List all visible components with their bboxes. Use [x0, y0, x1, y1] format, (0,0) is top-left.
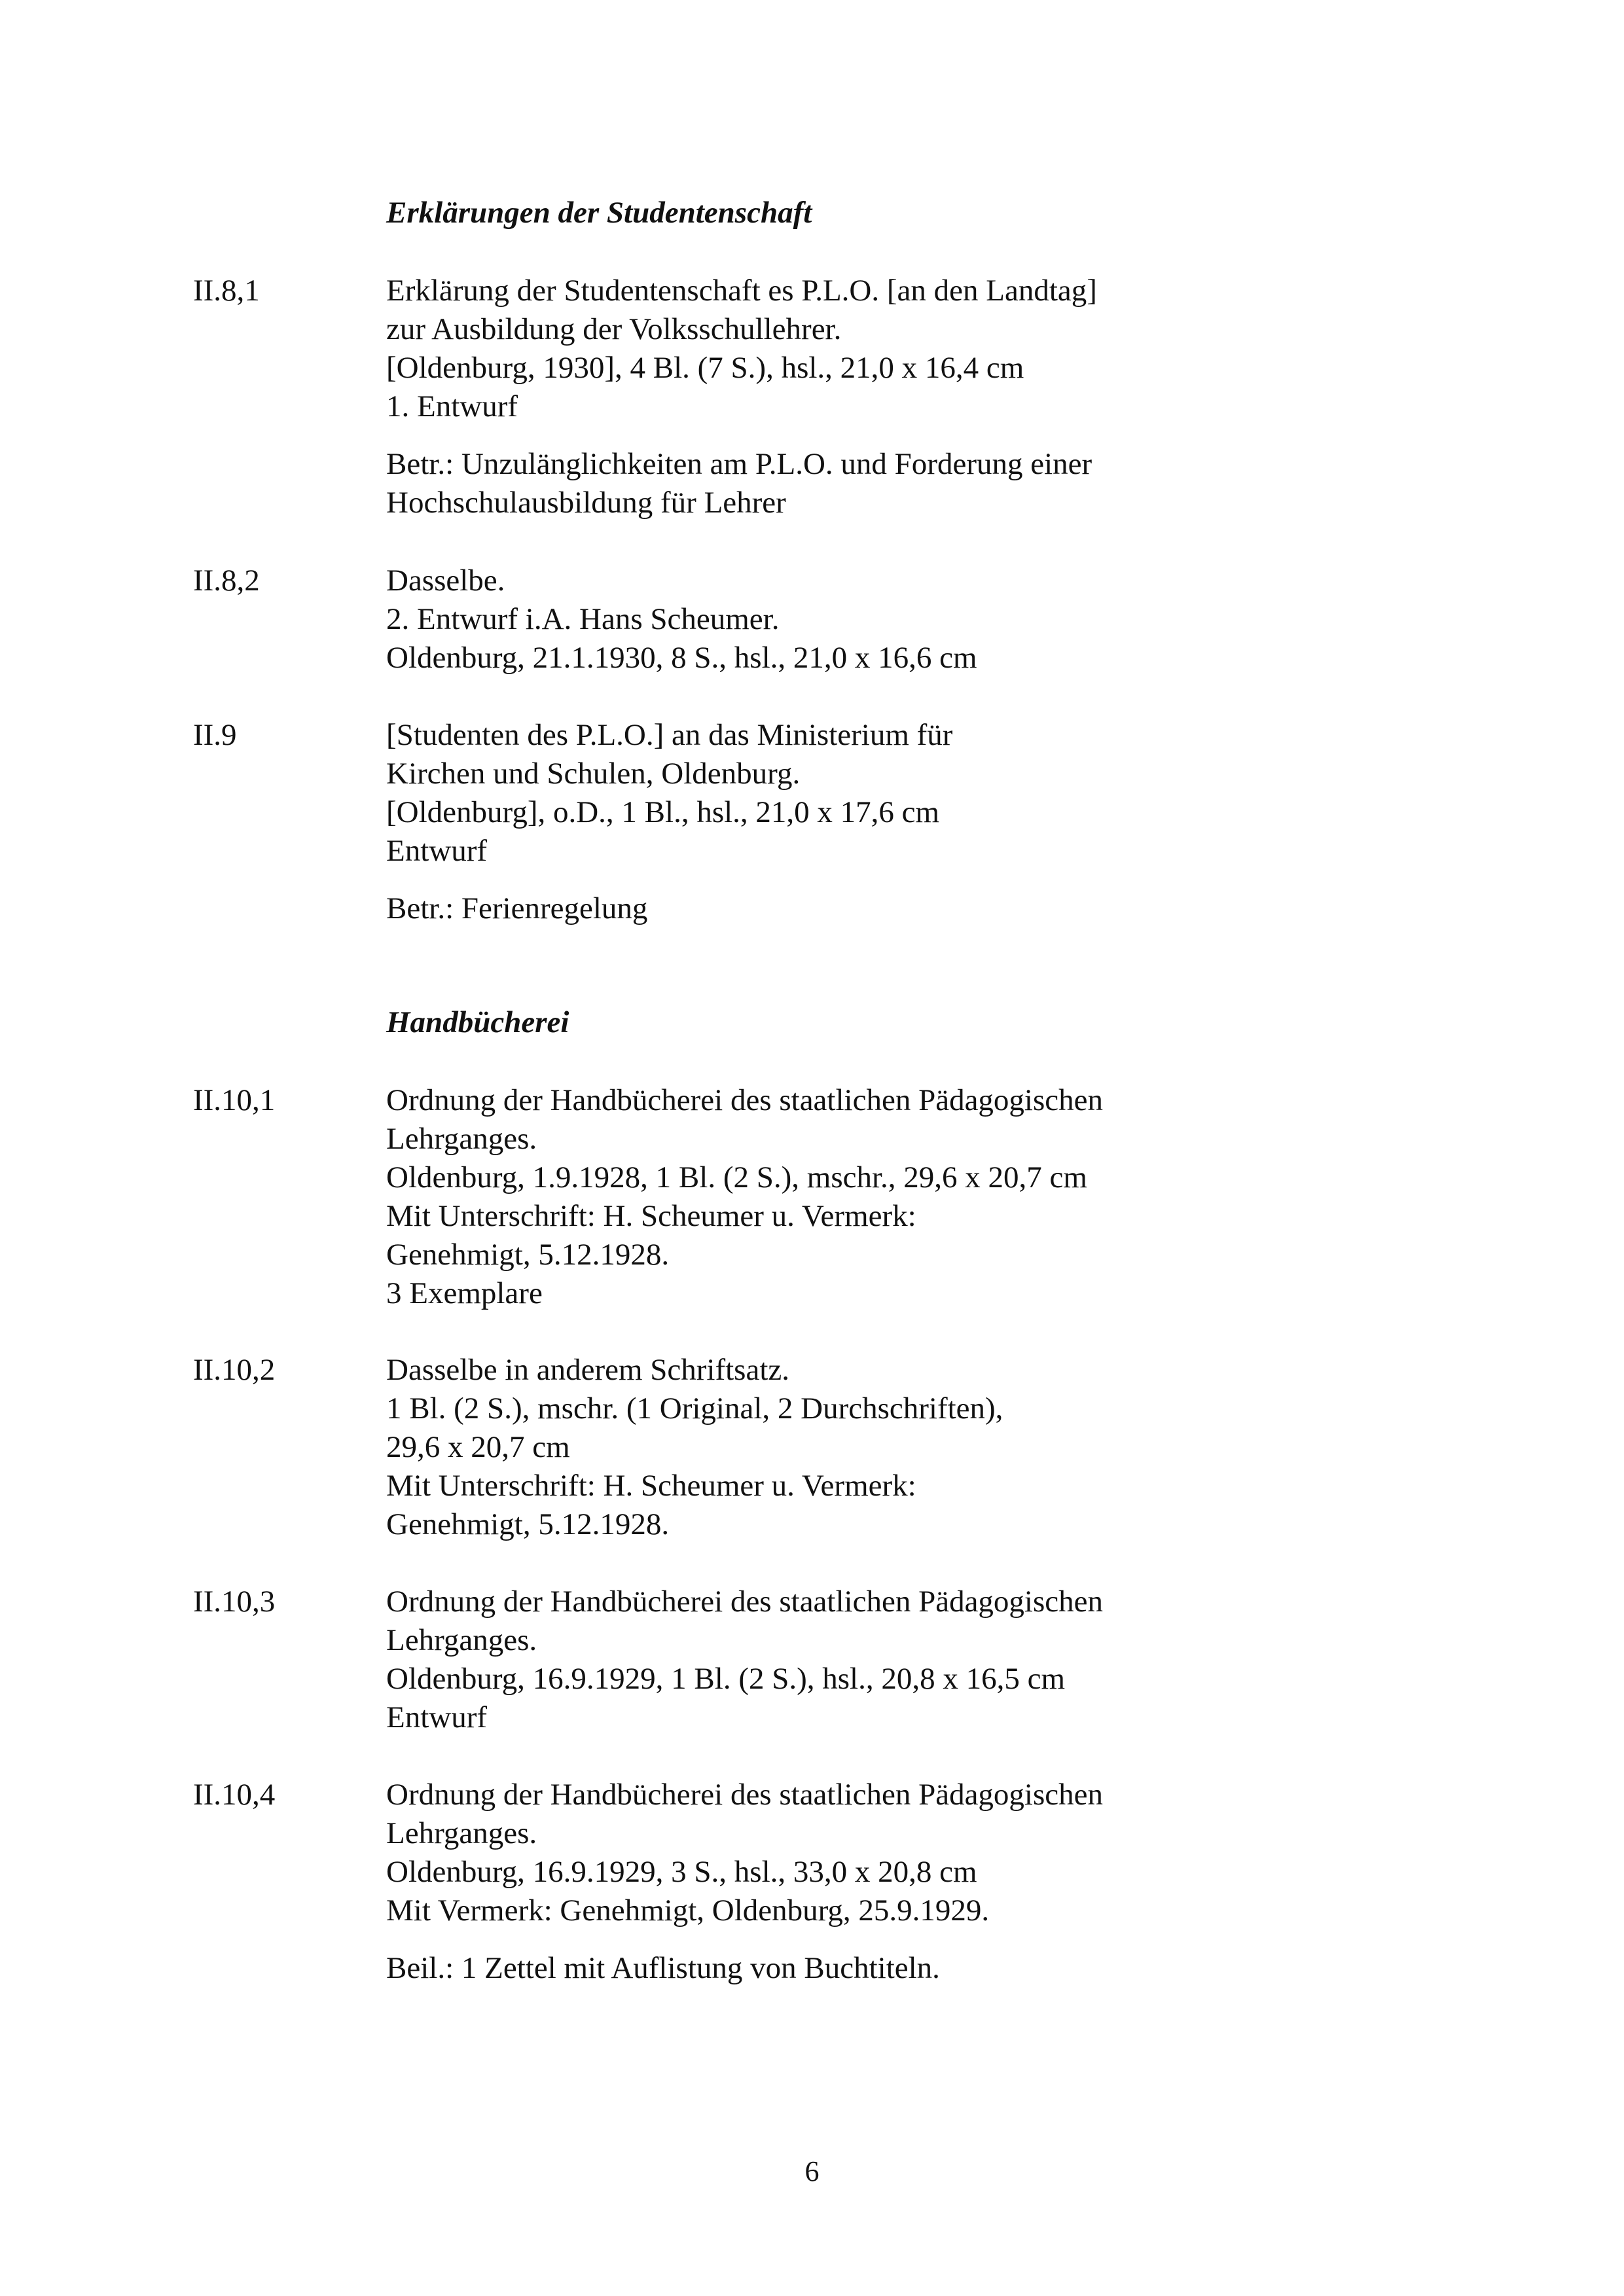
entry-description: [386, 272, 1303, 522]
entry-line: Dasselbe in anderem Schriftsatz.: [386, 1353, 790, 1387]
entry-description: [386, 1351, 1303, 1544]
entry-line: Erklärung der Studentenschaft es P.L.O. [an den Landtag]: [386, 274, 1097, 308]
entry-description: [386, 562, 1303, 677]
entry-description: [386, 1776, 1303, 1988]
entry-signature: II.10,1: [193, 1083, 276, 1117]
entry-line: zur Ausbildung der Volksschullehrer.: [386, 312, 842, 346]
entry-description: [386, 1081, 1303, 1313]
entry-line: Dasselbe.: [386, 564, 505, 598]
entry-line: [Oldenburg, 1930], 4 Bl. (7 S.), hsl., 21,0 x 16,4 cm: [386, 351, 1024, 385]
note-line: Betr.: Unzulänglichkeiten am P.L.O. und Forderung einer: [386, 447, 1092, 481]
entry-line: 29,6 x 20,7 cm: [386, 1430, 570, 1464]
entry-signature: II.9: [193, 718, 237, 752]
entry-signature: II.10,2: [193, 1353, 276, 1387]
entry-line: [Studenten des P.L.O.] an das Ministerium für: [386, 718, 953, 752]
entry-description: [386, 1583, 1303, 1737]
note-line: Betr.: Ferienregelung: [386, 891, 648, 925]
entry-note: [386, 445, 1303, 522]
entry-signature: II.10,4: [193, 1778, 276, 1812]
page-number: 6: [804, 2155, 820, 2187]
entry-line: Mit Unterschrift: H. Scheumer u. Vermerk:: [386, 1469, 916, 1503]
entry-description: [386, 716, 1303, 928]
entry-signature: II.8,2: [193, 564, 260, 598]
entry-line: 1 Bl. (2 S.), mschr. (1 Original, 2 Durchschriften),: [386, 1391, 1003, 1426]
section-heading-studentenschaft: Erklärungen der Studentenschaft: [386, 196, 812, 230]
entry-line: 2. Entwurf i.A. Hans Scheumer.: [386, 602, 780, 636]
entry-line: Lehrganges.: [386, 1816, 537, 1850]
note-line: Hochschulausbildung für Lehrer: [386, 486, 786, 520]
entry-line: Lehrganges.: [386, 1623, 537, 1657]
entry-line: Ordnung der Handbücherei des staatlichen Pädagogischen: [386, 1083, 1103, 1117]
entry-line: Entwurf: [386, 1700, 488, 1734]
entry-line: Oldenburg, 21.1.1930, 8 S., hsl., 21,0 x 16,6 cm: [386, 641, 977, 675]
entry-note: [386, 1949, 1303, 1988]
entry-line: Genehmigt, 5.12.1928.: [386, 1238, 670, 1272]
entry-line: Oldenburg, 16.9.1929, 3 S., hsl., 33,0 x 20,8 cm: [386, 1855, 977, 1889]
entry-line: Ordnung der Handbücherei des staatlichen Pädagogischen: [386, 1778, 1103, 1812]
entry-line: Genehmigt, 5.12.1928.: [386, 1507, 670, 1541]
entry-line: Lehrganges.: [386, 1122, 537, 1156]
entry-line: Oldenburg, 16.9.1929, 1 Bl. (2 S.), hsl., 20,8 x 16,5 cm: [386, 1662, 1066, 1696]
entry-line: Mit Unterschrift: H. Scheumer u. Vermerk:: [386, 1199, 916, 1233]
entry-line: Kirchen und Schulen, Oldenburg.: [386, 757, 801, 791]
section-heading-handbuecherei: Handbücherei: [386, 1005, 569, 1039]
entry-line: 3 Exemplare: [386, 1276, 543, 1310]
entry-signature: II.10,3: [193, 1585, 276, 1619]
entry-line: Ordnung der Handbücherei des staatlichen Pädagogischen: [386, 1585, 1103, 1619]
entry-line: Mit Vermerk: Genehmigt, Oldenburg, 25.9.1929.: [386, 1893, 990, 1928]
entry-line: Oldenburg, 1.9.1928, 1 Bl. (2 S.), mschr., 29,6 x 20,7 cm: [386, 1160, 1087, 1194]
entry-line: Entwurf: [386, 834, 488, 868]
entry-note: [386, 889, 1303, 928]
entry-line: 1. Entwurf: [386, 389, 518, 423]
entry-line: [Oldenburg], o.D., 1 Bl., hsl., 21,0 x 17,6 cm: [386, 795, 940, 829]
entry-signature: II.8,1: [193, 274, 260, 308]
note-line: Beil.: 1 Zettel mit Auflistung von Buchtiteln.: [386, 1951, 940, 1985]
